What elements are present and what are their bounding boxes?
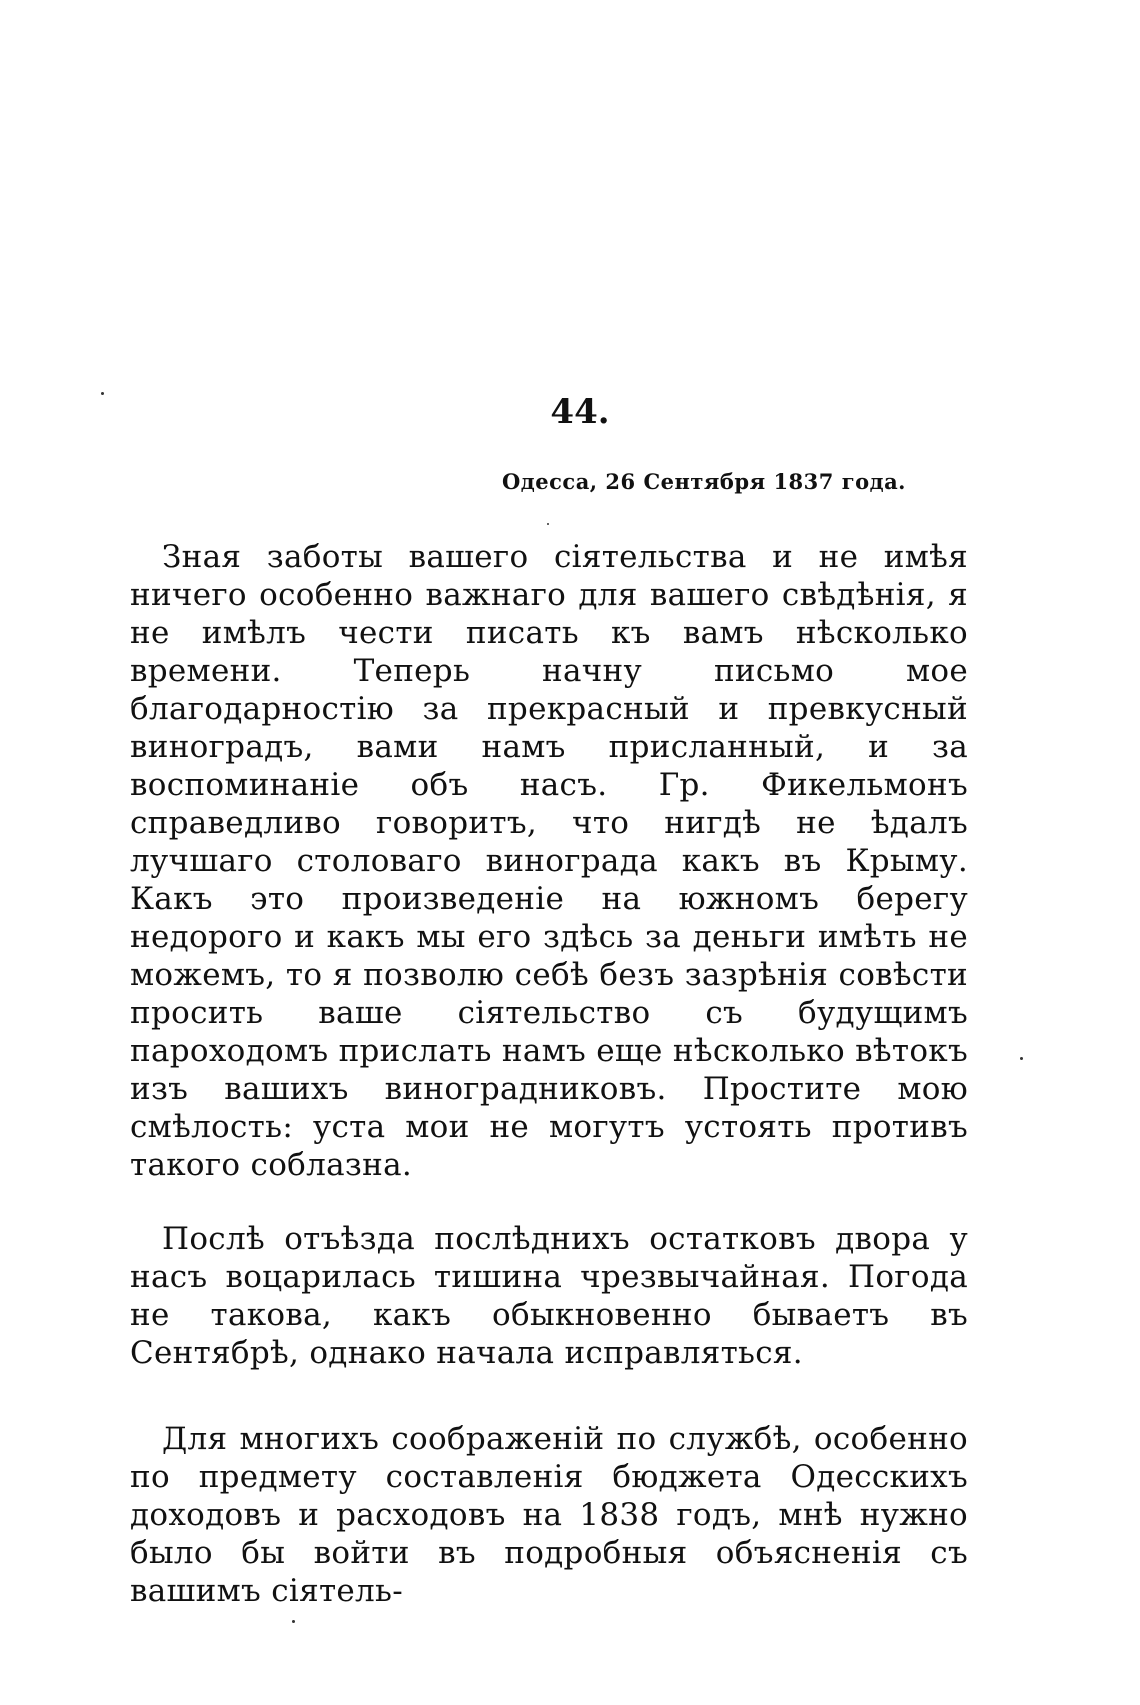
dateline: Одесса, 26 Сентября 1837 года. (501, 469, 906, 494)
letter-body (130, 538, 968, 1610)
paragraph-2: Послѣ отъѣзда послѣднихъ остатковъ двора у насъ воцарилась тишина чрезвычайная. Погода не такова, какъ обыкновенно бываетъ въ Сентябрѣ, однако начала исправляться. (130, 1221, 968, 1371)
paragraph-3: Для многихъ соображеній по службѣ, особенно по предмету составленія бюджета Одесскихъ доходовъ и расходовъ на 1838 годъ, мнѣ нужно было бы войти въ подробныя объясненія съ вашимъ сіятель- (130, 1421, 968, 1609)
scan-speck (1020, 1057, 1023, 1060)
scan-speck (547, 523, 549, 525)
scan-speck (292, 1620, 295, 1623)
scan-speck (101, 392, 104, 395)
letter-number: 44. (550, 392, 610, 432)
paragraph-1: Зная заботы вашего сіятельства и не имѣя ничего особенно важнаго для вашего свѣдѣнія, я не имѣлъ чести писать къ вамъ нѣсколько времени. Теперь начну письмо мое благодарностію за прекрасный и превкусный виноградъ, вами намъ присланный, и за воспоминаніе объ насъ. Гр. Фикельмонъ справедливо говоритъ, что нигдѣ не ѣдалъ лучшаго столоваго винограда какъ въ Крыму. Какъ это произведеніе на южномъ берегу недорого и какъ мы его здѣсь за деньги имѣть не можемъ, то я позволю себѣ безъ зазрѣнія совѣсти просить ваше сіятельство съ будущимъ пароходомъ прислать намъ еще нѣсколько вѣтокъ изъ вашихъ виноградниковъ. Простите мою смѣлость: уста мои не могутъ устоять противъ такого соблазна. (130, 539, 968, 1183)
